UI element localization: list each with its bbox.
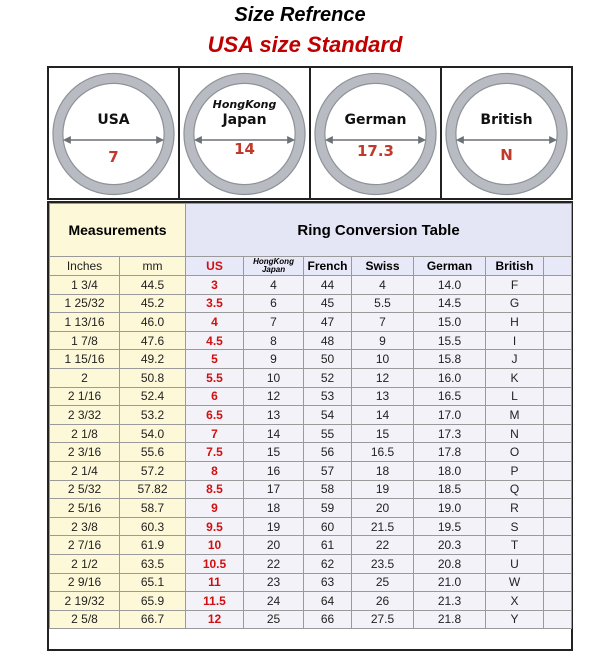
table-cell: 47.6: [120, 331, 186, 350]
table-cell: 2 1/16: [50, 387, 120, 406]
table-row: [50, 350, 572, 369]
table-cell: 9: [244, 350, 304, 369]
table-cell: 17.0: [414, 406, 486, 425]
table-cell: 20: [244, 536, 304, 555]
table-cell: [544, 592, 572, 611]
table-cell: 2 5/16: [50, 499, 120, 518]
table-cell: 1 13/16: [50, 313, 120, 332]
table-cell: 45: [304, 294, 352, 313]
page-title: Size Refrence: [234, 4, 366, 26]
table-cell: 22: [244, 554, 304, 573]
table-cell: 66: [304, 610, 352, 629]
table-cell: 54.0: [120, 424, 186, 443]
ring-icon: [180, 68, 309, 198]
table-cell: 2 19/32: [50, 592, 120, 611]
table-cell: 1 3/4: [50, 276, 120, 295]
table-cell: 52: [304, 368, 352, 387]
ring-label: German: [344, 112, 407, 128]
table-cell: 53.2: [120, 406, 186, 425]
table-cell: 2 1/8: [50, 424, 120, 443]
table-cell: 63.5: [120, 554, 186, 573]
table-cell: 20.8: [414, 554, 486, 573]
table-cell: 8.5: [186, 480, 244, 499]
table-cell: L: [486, 387, 544, 406]
table-cell: M: [486, 406, 544, 425]
table-cell: 6: [186, 387, 244, 406]
table-cell: 12: [244, 387, 304, 406]
table-cell: 16.0: [414, 368, 486, 387]
table-cell: 2 7/16: [50, 536, 120, 555]
conversion-header: Ring Conversion Table: [186, 204, 572, 257]
table-cell: 4: [352, 276, 414, 295]
column-header-row: [50, 257, 572, 276]
table-cell: 65.9: [120, 592, 186, 611]
table-cell: 5.5: [352, 294, 414, 313]
table-cell: 13: [352, 387, 414, 406]
table-cell: 11: [186, 573, 244, 592]
table-cell: 49.2: [120, 350, 186, 369]
ring-value: 17.3: [356, 142, 394, 160]
table-cell: 27.5: [352, 610, 414, 629]
table-cell: 55.6: [120, 443, 186, 462]
ring-value: 14: [234, 140, 255, 158]
table-cell: 1 15/16: [50, 350, 120, 369]
table-row: [50, 276, 572, 295]
table-cell: 17: [244, 480, 304, 499]
table-cell: 9.5: [186, 517, 244, 536]
table-cell: 10: [244, 368, 304, 387]
ring-band: [451, 78, 562, 189]
table-cell: 1 25/32: [50, 294, 120, 313]
col-german: German: [414, 257, 486, 276]
table-cell: 4: [244, 276, 304, 295]
table-cell: G: [486, 294, 544, 313]
table-cell: [544, 350, 572, 369]
table-cell: 24: [244, 592, 304, 611]
table-cell: P: [486, 461, 544, 480]
col-mm: mm: [120, 257, 186, 276]
table-cell: 14.5: [414, 294, 486, 313]
table-cell: T: [486, 536, 544, 555]
measurements-header: Measurements: [50, 204, 186, 257]
page-subtitle: USA size Standard: [207, 32, 403, 57]
table-cell: 8: [186, 461, 244, 480]
table-cell: 44: [304, 276, 352, 295]
col-spacer: [544, 257, 572, 276]
ring-icon: [442, 68, 571, 198]
table-row: [50, 331, 572, 350]
table-cell: [544, 443, 572, 462]
table-cell: J: [486, 350, 544, 369]
table-cell: [544, 406, 572, 425]
table-cell: 18: [352, 461, 414, 480]
table-row: [50, 424, 572, 443]
table-cell: 65.1: [120, 573, 186, 592]
table-cell: 57.2: [120, 461, 186, 480]
table-cell: 60.3: [120, 517, 186, 536]
table-cell: 61.9: [120, 536, 186, 555]
table-row: [50, 592, 572, 611]
ring-label: British: [480, 112, 533, 128]
table-cell: 10.5: [186, 554, 244, 573]
table-cell: 46.0: [120, 313, 186, 332]
table-cell: 1 7/8: [50, 331, 120, 350]
table-cell: 66.7: [120, 610, 186, 629]
col-inches: Inches: [50, 257, 120, 276]
table-cell: 14.0: [414, 276, 486, 295]
table-cell: 4.5: [186, 331, 244, 350]
table-cell: [544, 368, 572, 387]
table-cell: [544, 517, 572, 536]
table-cell: 7: [352, 313, 414, 332]
table-cell: R: [486, 499, 544, 518]
table-cell: 58.7: [120, 499, 186, 518]
table-cell: 2 5/32: [50, 480, 120, 499]
table-cell: 21.3: [414, 592, 486, 611]
ring-band: [58, 78, 169, 189]
table-cell: 58: [304, 480, 352, 499]
ring-conversion-table: [49, 203, 572, 629]
table-cell: 15.8: [414, 350, 486, 369]
table-cell: [544, 573, 572, 592]
ring-inner-edge: [325, 83, 426, 184]
ring-inner-edge: [456, 83, 557, 184]
table-row: [50, 499, 572, 518]
table-cell: 60: [304, 517, 352, 536]
table-cell: 7: [186, 424, 244, 443]
table-cell: O: [486, 443, 544, 462]
table-cell: 64: [304, 592, 352, 611]
table-cell: 25: [352, 573, 414, 592]
table-cell: 2 1/2: [50, 554, 120, 573]
table-cell: 55: [304, 424, 352, 443]
col-hk-line2: Japan: [261, 265, 286, 274]
col-swiss: Swiss: [352, 257, 414, 276]
table-cell: 19: [244, 517, 304, 536]
ring-label: USA: [97, 112, 130, 128]
table-cell: 52.4: [120, 387, 186, 406]
table-cell: 25: [244, 610, 304, 629]
table-row: [50, 536, 572, 555]
table-cell: U: [486, 554, 544, 573]
table-cell: 23.5: [352, 554, 414, 573]
table-cell: 14: [352, 406, 414, 425]
table-cell: 15: [352, 424, 414, 443]
table-cell: 20.3: [414, 536, 486, 555]
table-cell: H: [486, 313, 544, 332]
ring-value: N: [500, 146, 513, 164]
table-cell: 12: [352, 368, 414, 387]
table-cell: 54: [304, 406, 352, 425]
table-cell: 16.5: [352, 443, 414, 462]
table-cell: 61: [304, 536, 352, 555]
table-row: [50, 313, 572, 332]
table-cell: [544, 313, 572, 332]
table-row: [50, 517, 572, 536]
table-cell: [544, 499, 572, 518]
ring-band: [320, 78, 431, 189]
table-row: [50, 387, 572, 406]
table-cell: X: [486, 592, 544, 611]
table-cell: 21.5: [352, 517, 414, 536]
table-cell: 44.5: [120, 276, 186, 295]
table-cell: 2 3/8: [50, 517, 120, 536]
table-cell: 9: [186, 499, 244, 518]
ring-label-line2: Japan: [222, 112, 267, 128]
ring-hongkong-japan: [180, 68, 311, 198]
ring-value: 7: [108, 148, 119, 166]
table-cell: 50: [304, 350, 352, 369]
table-cell: 2: [50, 368, 120, 387]
table-cell: 3.5: [186, 294, 244, 313]
table-cell: K: [486, 368, 544, 387]
table-row: [50, 406, 572, 425]
table-cell: 16.5: [414, 387, 486, 406]
table-cell: 63: [304, 573, 352, 592]
table-cell: 20: [352, 499, 414, 518]
table-row: [50, 573, 572, 592]
table-cell: Y: [486, 610, 544, 629]
table-cell: 7: [244, 313, 304, 332]
conversion-table-frame: [47, 201, 573, 651]
table-cell: [544, 331, 572, 350]
table-cell: N: [486, 424, 544, 443]
table-cell: 9: [352, 331, 414, 350]
table-cell: 19.5: [414, 517, 486, 536]
table-cell: 5.5: [186, 368, 244, 387]
table-row: [50, 461, 572, 480]
table-cell: 6: [244, 294, 304, 313]
table-cell: [544, 480, 572, 499]
table-cell: 16: [244, 461, 304, 480]
table-cell: 15.5: [414, 331, 486, 350]
col-british: British: [486, 257, 544, 276]
col-french: French: [304, 257, 352, 276]
table-cell: 2 3/32: [50, 406, 120, 425]
table-row: [50, 480, 572, 499]
table-cell: 22: [352, 536, 414, 555]
table-cell: 12: [186, 610, 244, 629]
table-body: [50, 276, 572, 629]
table-cell: 56: [304, 443, 352, 462]
table-cell: W: [486, 573, 544, 592]
ring-usa: [49, 68, 180, 198]
table-cell: 45.2: [120, 294, 186, 313]
table-cell: 15.0: [414, 313, 486, 332]
ring-british: [442, 68, 571, 198]
table-cell: I: [486, 331, 544, 350]
ring-german: [311, 68, 442, 198]
table-cell: 11.5: [186, 592, 244, 611]
table-cell: 62: [304, 554, 352, 573]
table-cell: 2 5/8: [50, 610, 120, 629]
table-cell: 19.0: [414, 499, 486, 518]
table-row: [50, 554, 572, 573]
table-cell: 7.5: [186, 443, 244, 462]
table-cell: 21.8: [414, 610, 486, 629]
table-cell: 21.0: [414, 573, 486, 592]
table-cell: 3: [186, 276, 244, 295]
table-cell: 13: [244, 406, 304, 425]
col-hk-line1: HongKong: [253, 257, 294, 266]
table-cell: [544, 294, 572, 313]
table-cell: [544, 387, 572, 406]
table-cell: 2 9/16: [50, 573, 120, 592]
table-cell: 2 1/4: [50, 461, 120, 480]
table-cell: 14: [244, 424, 304, 443]
ring-icon: [311, 68, 440, 198]
table-cell: 17.8: [414, 443, 486, 462]
table-cell: S: [486, 517, 544, 536]
table-cell: 57.82: [120, 480, 186, 499]
table-cell: 18.0: [414, 461, 486, 480]
table-cell: 17.3: [414, 424, 486, 443]
table-cell: 5: [186, 350, 244, 369]
table-row: [50, 294, 572, 313]
table-cell: Q: [486, 480, 544, 499]
table-cell: 18.5: [414, 480, 486, 499]
col-us: US: [186, 257, 244, 276]
col-hongkong-japan: [244, 257, 304, 276]
ring-icon: [49, 68, 178, 198]
table-cell: 26: [352, 592, 414, 611]
table-cell: 48: [304, 331, 352, 350]
table-cell: 23: [244, 573, 304, 592]
table-cell: [544, 554, 572, 573]
table-cell: 10: [186, 536, 244, 555]
table-cell: 19: [352, 480, 414, 499]
ring-label-line1: HongKong: [212, 98, 277, 111]
table-cell: 18: [244, 499, 304, 518]
table-cell: [544, 461, 572, 480]
table-cell: [544, 424, 572, 443]
table-cell: [544, 536, 572, 555]
table-cell: 47: [304, 313, 352, 332]
table-cell: 2 3/16: [50, 443, 120, 462]
table-row: [50, 610, 572, 629]
table-row: [50, 368, 572, 387]
table-cell: 50.8: [120, 368, 186, 387]
table-cell: 59: [304, 499, 352, 518]
table-cell: [544, 276, 572, 295]
table-cell: 15: [244, 443, 304, 462]
table-cell: 10: [352, 350, 414, 369]
table-cell: F: [486, 276, 544, 295]
ring-inner-edge: [63, 83, 164, 184]
table-row: [50, 443, 572, 462]
table-cell: 53: [304, 387, 352, 406]
table-cell: 57: [304, 461, 352, 480]
ring-band: [189, 78, 300, 189]
ring-panel: [47, 66, 573, 200]
table-cell: 6.5: [186, 406, 244, 425]
table-cell: 8: [244, 331, 304, 350]
table-cell: 4: [186, 313, 244, 332]
table-cell: [544, 610, 572, 629]
